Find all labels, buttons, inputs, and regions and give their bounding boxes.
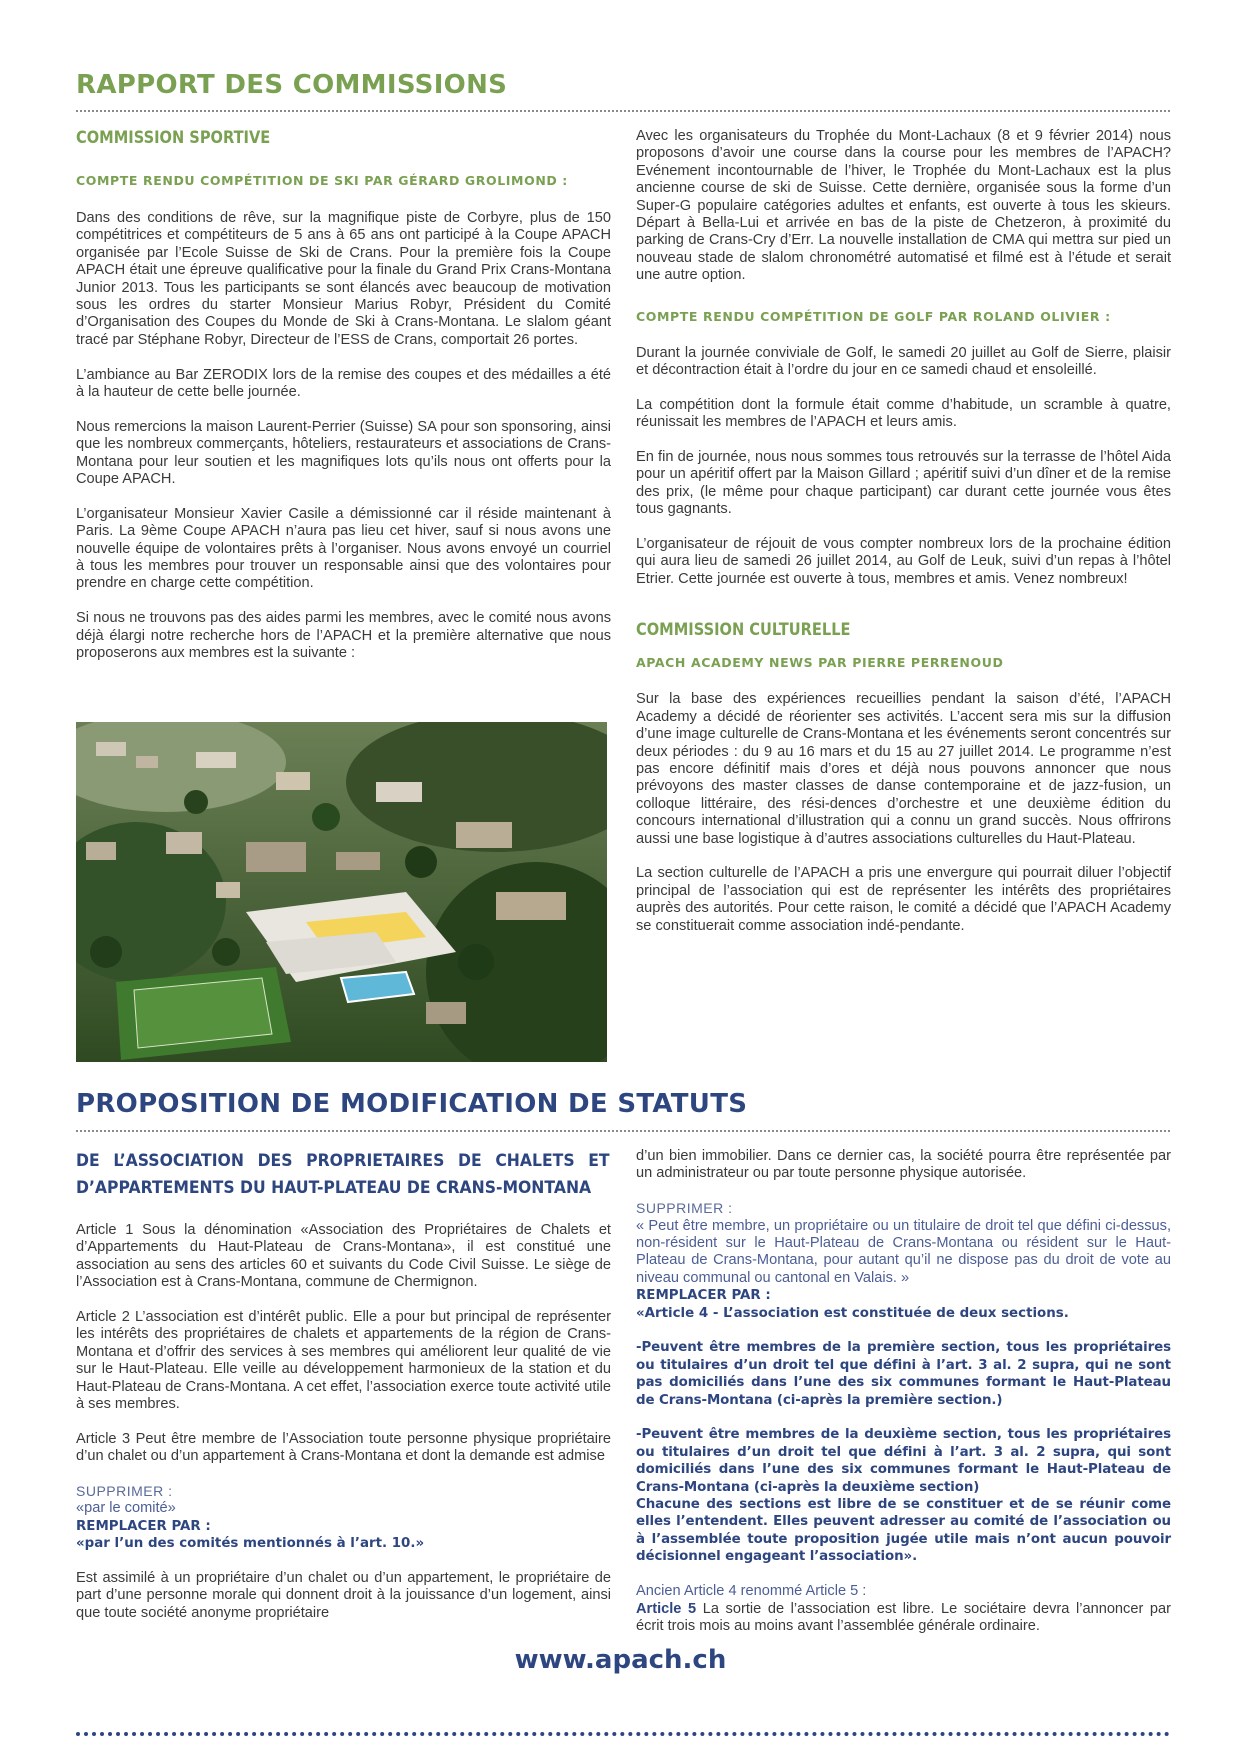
supprimer-label: SUPPRIMER :: [636, 1200, 733, 1217]
heading-commission-sportive: COMMISSION SPORTIVE: [76, 128, 271, 148]
paragraph: En fin de journée, nous nous sommes tous retrouvés sur la terrasse de l’hôtel Aida pour un apéritif offert par la Maison Gillard ; apéritif suivi d’un dîner et de la remise des prix, (le même pour chaque participant) car durant cette journée vous êtes tous gagnants.: [636, 449, 1171, 518]
first-section-text: -Peuvent être membres de la première section, tous les propriétaires ou titulaires d’un droit tel que défini à l’art. 3 al. 2 supra, qui ne sont pas domiciliés dans l’une des six communes formant le Haut-Plateau de Crans-Montana (ci-après la première section.): [636, 1340, 1171, 1408]
ancien-article-label: Ancien Article 4 renommé Article 5 :: [636, 1583, 867, 1600]
paragraph: Dans des conditions de rêve, sur la magnifique piste de Corbyre, plus de 150 compétitrices et compétiteurs de 5 ans à 65 ans ont participé à la Coupe APACH organisée par l’Ecole Suisse de Ski de Crans. Pour la première fois la Coupe APACH était une épreuve qualificative pour la finale du Grand Prix Crans-Montana Junior 2013. Tous les participants se sont élancés avec beaucoup de motivation sous les ordres du starter Monsieur Marius Robyr, Président du Comité d’Organisation des Coupes du Monde de Ski à Crans-Montana. Le slalom géant tracé par Stéphane Robyr, Directeur de l’ESS de Crans, comportait 26 portes.: [76, 210, 611, 348]
right-column-statuts: [636, 1148, 1171, 1635]
statuts-subtitle: DE L’ASSOCIATION DES PROPRIETAIRES DE CHALETS ET D’APPARTEMENTS DU HAUT-PLATEAU DE CRANS-MONTANA: [76, 1151, 610, 1198]
paragraph: La compétition dont la formule était comme d’habitude, un scramble à quatre, réunissait les membres de l’APACH et leurs amis.: [636, 396, 1171, 431]
article-5-label: Article 5: [636, 1600, 697, 1617]
left-column-sport: [76, 128, 611, 663]
left-column-statuts: [76, 1148, 611, 1622]
aerial-photo-illustration: [76, 722, 607, 1062]
subheading-golf: COMPTE RENDU COMPÉTITION DE GOLF PAR ROLAND OLIVIER :: [636, 308, 1111, 324]
section-title-statuts: PROPOSITION DE MODIFICATION DE STATUTS: [76, 1089, 748, 1119]
section-title-rapport: RAPPORT DES COMMISSIONS: [76, 70, 508, 100]
article-5-paragraph: [636, 1601, 1171, 1636]
paragraph: Sur la base des expériences recueillies pendant la saison d’été, l’APACH Academy a décidé de réorienter ses activités. L’accent sera mis sur la diffusion d’une image culturelle de Crans-Montana et les événements seront concentrés sur deux périodes : du 9 au 16 mars et du 15 au 27 juillet 2014. Le programme n’est pas encore définitif mais d’ores et déjà nous pouvons annoncer que nous prévoyons des master classes de danse contemporaine et de jazz-fusion, un colloque littéraire, des rési-dences d’orchestre et une deuxième édition du concours international d’illustration qui a connu un grand succès. Nous offrirons aussi une base logistique à d’autres associations culturelles du Haut-Plateau.: [636, 691, 1171, 847]
footer-url[interactable]: www.apach.ch: [514, 1645, 727, 1675]
paragraph-continuation: d’un bien immobilier. Dans ce dernier cas, la société pourra être représentée par un administrateur ou par toute personne physique autorisée.: [636, 1148, 1171, 1182]
footer-divider: [76, 1732, 1170, 1736]
paragraph: Si nous ne trouvons pas des aides parmi les membres, avec le comité nous avons déjà élargi notre recherche hors de l’APACH et la première alternative que nous proposerons aux membres est la suivante :: [76, 610, 611, 662]
supprimer-label: SUPPRIMER :: [76, 1483, 173, 1500]
paragraph: Nous remercions la maison Laurent-Perrier (Suisse) SA pour son sponsoring, ainsi que les nombreux commerçants, hôteliers, restaurateurs et associations de Crans-Montana pour leur soutien et les magnifiques lots qu’ils nous ont offerts pour la Coupe APACH.: [76, 418, 611, 488]
subheading-academy: APACH ACADEMY NEWS PAR PIERRE PERRENOUD: [636, 655, 1004, 671]
paragraph: La section culturelle de l’APACH a pris une envergure qui pourrait diluer l’objectif principal de l’association qui est de représenter les intérêts des propriétaires auprès des autorités. Pour cette raison, le comité a décidé que l’APACH Academy se constituerait comme association indé-pendante.: [636, 865, 1171, 934]
paragraph: L’organisateur de réjouit de vous compter nombreux lors de la prochaine édition qui aura lieu de samedi 26 juillet 2014, au Golf de Leuk, suivi d’un repas à l’hôtel Etrier. Cette journée est ouverte à tous, membres et amis. Venez nombreux!: [636, 536, 1171, 587]
paragraph: Durant la journée conviviale de Golf, le samedi 20 juillet au Golf de Sierre, plaisir et décontraction était à l’ordre du jour en ce samedi chaud et ensoleillé.: [636, 344, 1171, 379]
supprimer-text: « Peut être membre, un propriétaire ou un titulaire de droit tel que défini ci-dessus, non-résident sur le Haut-Plateau de Crans-Montana ou résident sur le Haut-Plateau de Crans-Montana, pour autant qu’il ne dispose pas du droit de vote au niveau communal ou cantonal en Valais. »: [636, 1217, 1171, 1286]
article-5-text: La sortie de l’association est libre. Le sociétaire devra l’annoncer par écrit trois mois au moins avant l’assemblée générale ordinaire.: [636, 1600, 1172, 1634]
paragraph-article-3-cont: Est assimilé à un propriétaire d’un chalet ou d’un appartement, le propriétaire de part d’une personne morale qui donnent droit à la jouissance d’un logement, ainsi que toute société anonyme propriétaire: [76, 1570, 611, 1621]
sections-free-text: Chacune des sections est libre de se constituer et de se réunir come elles l’entendent. Elles peuvent adresser au comité de l’association ou à l’assemblée toute proposition jugée utile mais n’ont aucun pouvoir décisionnel engageant l’association».: [636, 1497, 1171, 1565]
right-column-sport-culture: [636, 128, 1171, 935]
paragraph: L’ambiance au Bar ZERODIX lors de la remise des coupes et des médailles a été à la hauteur de cette belle journée.: [76, 366, 611, 401]
title-divider: [76, 110, 1170, 112]
supprimer-text: «par le comité»: [76, 1500, 176, 1517]
second-section-text: -Peuvent être membres de la deuxième section, tous les propriétaires ou titulaires d’un droit tel que défini à l’art. 3 al. 2 supra, qui sont domiciliés dans l’une des six communes formant le Haut-Plateau de Crans-Montana (ci-après la deuxième section): [636, 1427, 1171, 1495]
paragraph-mont-lachaux: Avec les organisateurs du Trophée du Mont-Lachaux (8 et 9 février 2014) nous proposons d’avoir une course dans la course pour les membres de l’APACH? Evénement incontournable de l’hiver, le Trophée du Mont-Lachaux est la plus ancienne course de ski de Suisse. Cette dernière, organisée sous la forme d’un Super-G populaire catégories adultes et enfants, est ouverte à tous les skieurs. Départ à Bella-Lui et arrivée en bas de la piste de Chetzeron, à proximité du parking de Crans-Cry d’Err. La nouvelle installation de CMA qui mettra sur pied un nouveau stade de slalom chronométré automatisé et filmé est à l’étude et serait une autre option.: [636, 128, 1171, 284]
paragraph-article-2: Article 2 L’association est d’intérêt public. Elle a pour but principal de représenter les intérêts des propriétaires de chalets et appartements de la région de Crans-Montana et d’offrir des services à ses membres qui améliorent leur qualité de vie sur le Haut-Plateau. Elle veille au développement harmonieux de la station et du Haut-Plateau de Crans-Montana. A cet effet, l’association exerce toute activité utile à ses membres.: [76, 1309, 611, 1413]
title-divider: [76, 1130, 1170, 1132]
subheading-ski: COMPTE RENDU COMPÉTITION DE SKI PAR GÉRARD GROLIMOND :: [76, 173, 568, 188]
article-4-line: «Article 4 - L’association est constituée de deux sections.: [636, 1305, 1069, 1321]
paragraph-article-3: Article 3 Peut être membre de l’Association toute personne physique propriétaire d’un chalet ou d’un appartement à Crans-Montana et dont la demande est admise: [76, 1430, 611, 1465]
paragraph: L’organisateur Monsieur Xavier Casile a démissionné car il réside maintenant à Paris. La 9ème Coupe APACH n’aura pas lieu cet hiver, sauf si nous avons une nouvelle équipe de volontaires prêts à l’organiser. Nous avons envoyé un courriel à tous les membres pour trouver un responsable ainsi que des volontaires pour prendre en charge cette compétition.: [76, 505, 611, 592]
remplacer-text: «par l’un des comités mentionnés à l’art. 10.»: [76, 1536, 425, 1552]
heading-commission-culturelle: COMMISSION CULTURELLE: [636, 620, 851, 641]
aerial-photo-crans-montana: [76, 722, 607, 1062]
remplacer-label: REMPLACER PAR :: [76, 1518, 211, 1534]
remplacer-label: REMPLACER PAR :: [636, 1288, 771, 1304]
paragraph-article-1: Article 1 Sous la dénomination «Association des Propriétaires de Chalets et d’Appartements du Haut-Plateau de Crans-Montana», il est constitué une association au sens des articles 60 et suivants du Code Civil Suisse. Le siège de l’Association est à Crans-Montana, commune de Chermignon.: [76, 1222, 611, 1291]
